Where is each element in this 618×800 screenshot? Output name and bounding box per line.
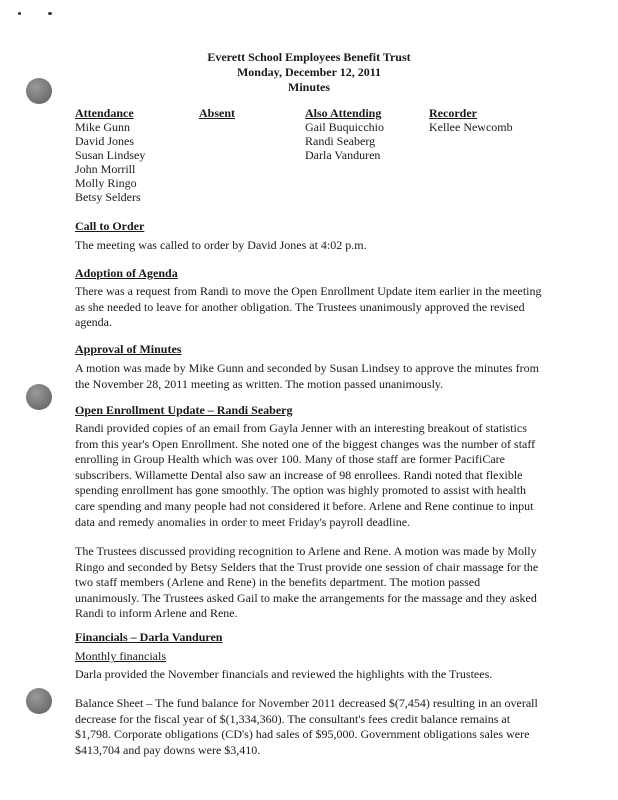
- adoption-of-agenda-text: There was a request from Randi to move the Open Enrollment Update item earlier in the meeting as she needed to leave for another obligation. The Trustees unanimously approved the revised agenda.: [75, 284, 542, 330]
- open-enrollment-title: Open Enrollment Update – Randi Seaberg: [75, 403, 293, 417]
- call-to-order-title: Call to Order: [75, 219, 145, 233]
- header-doc-type: Minutes: [288, 80, 330, 94]
- also-attending-name: Randi Seaberg: [305, 134, 376, 148]
- binder-hole-middle: [26, 384, 52, 410]
- financials-paragraph-2: Balance Sheet – The fund balance for November 2011 decreased $(7,454) resulting in an overall decrease for the fiscal year of $(1,334,360). The consultant's fees credit balance remains at $1,798. Corporate obligations (CD's) had sales of $95,000. Government obligations sales were $413,704 and pay downs were $3,410.: [75, 696, 538, 757]
- scan-speck: [48, 12, 52, 15]
- also-attending-column: [305, 106, 384, 162]
- open-enrollment-paragraph-1: Randi provided copies of an email from Gayla Jenner with an interesting breakout of statistics from this year's Open Enrollment. She noted one of the biggest changes was the number of staff enrolling in Group Health which was over 100. Many of those staff are former PacifiCare subscribers. Willamette Dental also saw an increase of 98 enrollees. Randi noted that flexible spending enrollment has gone smoothly. The option was highly promoted to assist with health care spending and many people had not considered it before. Arlene and Rene continue to input data and remedy anomalies in order to meet Friday's payroll deadline.: [75, 421, 536, 529]
- recorder-heading: Recorder: [429, 106, 477, 120]
- attendance-heading: Attendance: [75, 106, 134, 120]
- absent-heading: Absent: [199, 106, 236, 120]
- financials-title: Financials – Darla Vanduren: [75, 630, 223, 644]
- approval-of-minutes-text: A motion was made by Mike Gunn and seconded by Susan Lindsey to approve the minutes from the November 28, 2011 meeting as written. The motion passed unanimously.: [75, 361, 539, 391]
- also-attending-name: Gail Buquicchio: [305, 120, 384, 134]
- recorder-column: [429, 106, 513, 134]
- also-attending-name: Darla Vanduren: [305, 148, 381, 162]
- binder-hole-bottom: [26, 688, 52, 714]
- monthly-financials-subtitle: Monthly financials: [75, 649, 166, 663]
- scan-speck: [18, 12, 21, 15]
- attendee-name: Mike Gunn: [75, 120, 130, 134]
- header-org: Everett School Employees Benefit Trust: [207, 50, 411, 64]
- approval-of-minutes-title: Approval of Minutes: [75, 342, 182, 356]
- attendee-name: John Morrill: [75, 162, 136, 176]
- attendee-name: Susan Lindsey: [75, 148, 146, 162]
- attendance-column: [75, 106, 145, 204]
- call-to-order-text: The meeting was called to order by David Jones at 4:02 p.m.: [75, 238, 367, 252]
- recorder-name: Kellee Newcomb: [429, 120, 513, 134]
- attendee-name: Molly Ringo: [75, 176, 137, 190]
- also-attending-heading: Also Attending: [305, 106, 382, 120]
- adoption-of-agenda-title: Adoption of Agenda: [75, 266, 178, 280]
- attendee-name: David Jones: [75, 134, 134, 148]
- absent-column: [199, 106, 235, 120]
- open-enrollment-paragraph-2: The Trustees discussed providing recognition to Arlene and Rene. A motion was made by Molly Ringo and seconded by Betsy Selders that the Trust provide one session of chair massage for the two staff members (Arlene and Rene) in the benefits department. The motion passed unanimously. The Trustees asked Gail to make the arrangements for the massage and they asked Randi to inform Arlene and Rene.: [75, 544, 539, 621]
- financials-paragraph-1: Darla provided the November financials and reviewed the highlights with the Trustees.: [75, 667, 493, 681]
- header-date: Monday, December 12, 2011: [236, 65, 382, 79]
- attendee-name: Betsy Selders: [75, 190, 141, 204]
